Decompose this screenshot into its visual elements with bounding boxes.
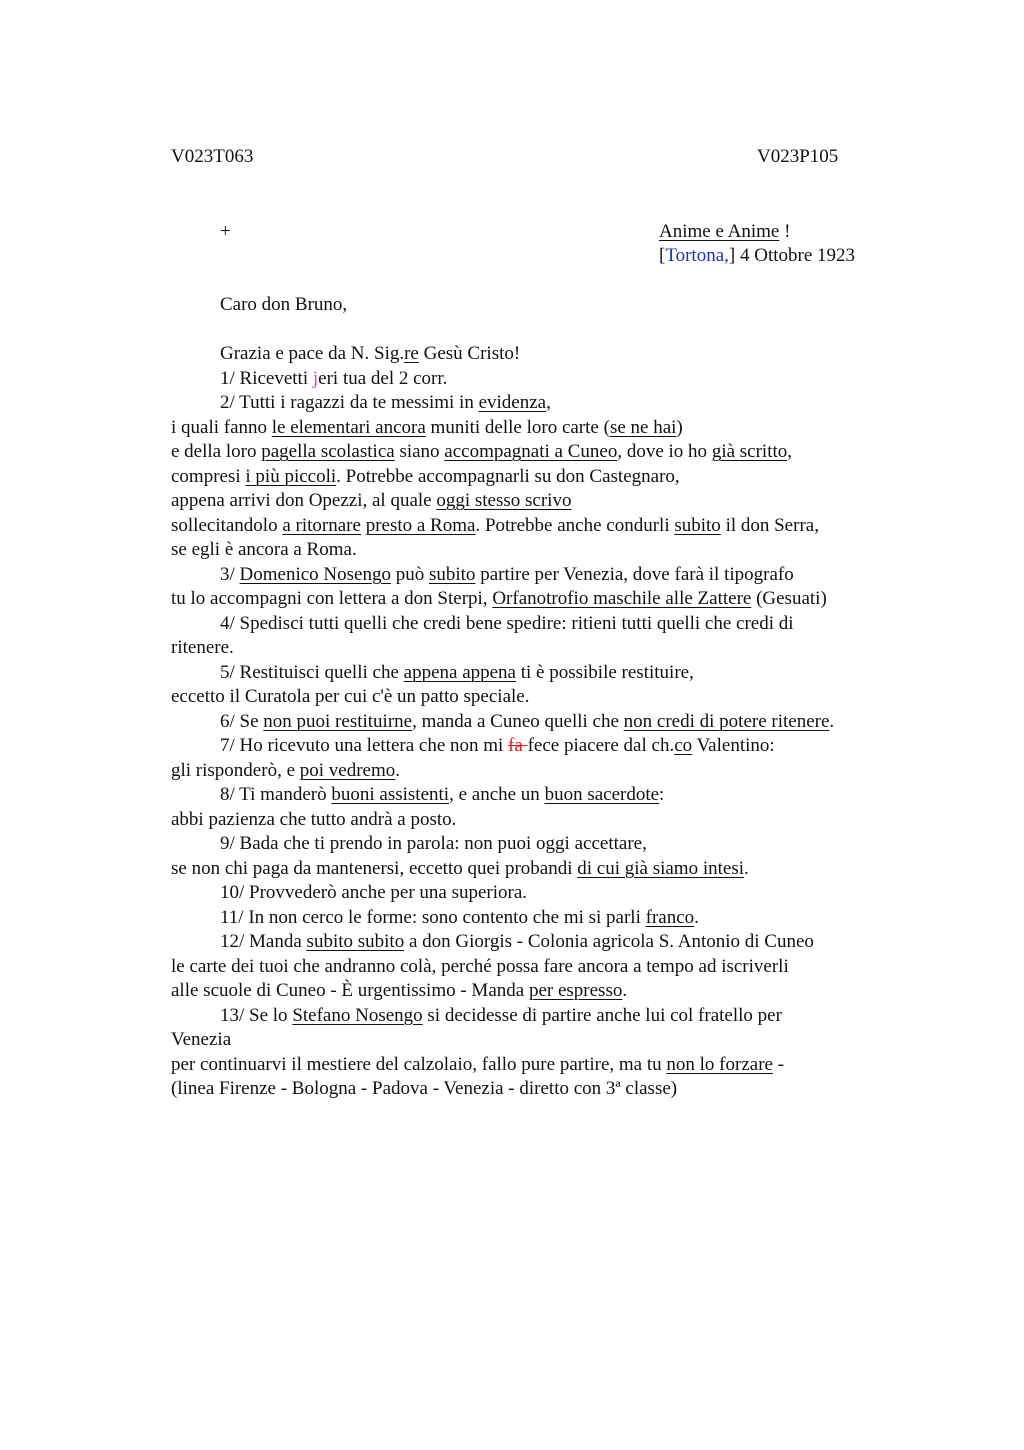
letter-line: se non chi paga da mantenersi, eccetto quei probandi di cui già siamo intesi. — [171, 857, 749, 879]
letter-line: sollecitandolo a ritornare presto a Roma. Potrebbe anche condurli subito il don Serra, — [171, 514, 819, 536]
document-code-left: V023T063 — [171, 146, 254, 167]
letter-line: (linea Firenze - Bologna - Padova - Venezia - diretto con 3ª classe) — [171, 1078, 678, 1099]
place-bracket-close: ] — [728, 245, 736, 266]
letter-line: 1/ Ricevetti jeri tua del 2 corr. — [220, 367, 448, 389]
letter-line: 2/ Tutti i ragazzi da te messimi in evidenza, — [220, 392, 551, 413]
letter-line: per continuarvi il mestiere del calzolaio, fallo pure partire, ma tu non lo forzare - — [171, 1053, 785, 1075]
place-bracket-open: [ — [659, 245, 666, 266]
letter-line: appena arrivi don Opezzi, al quale oggi stesso scrivo — [171, 490, 572, 511]
letter-line: 8/ Ti manderò buoni assistenti, e anche un buon sacerdote: — [220, 784, 665, 805]
letter-line: tu lo accompagni con lettera a don Sterpi, Orfanotrofio maschile alle Zattere (Gesuati) — [171, 588, 827, 609]
letter-line: e della loro pagella scolastica siano accompagnati a Cuneo, dove io ho già scritto, — [171, 441, 793, 462]
letter-body — [171, 342, 911, 1102]
document-code-right: V023P105 — [757, 146, 839, 167]
place-name: Tortona, — [665, 245, 729, 266]
letter-line: compresi i più piccoli. Potrebbe accompagnarli su don Castegnaro, — [171, 465, 680, 487]
place-date — [659, 245, 855, 267]
motto-exclamation: ! — [779, 221, 791, 242]
letter-line: ritenere. — [171, 637, 234, 658]
letter-line: 5/ Restituisci quelli che appena appena ti è possibile restituire, — [220, 661, 694, 683]
letter-line: i quali fanno le elementari ancora muniti delle loro carte (se ne hai) — [171, 416, 683, 438]
letter-line: 4/ Spedisci tutti quelli che credi bene spedire: ritieni tutti quelli che credi di — [220, 612, 794, 634]
letter-line: 3/ Domenico Nosengo può subito partire per Venezia, dove farà il tipografo — [220, 563, 794, 585]
letter-line: 10/ Provvederò anche per una superiora. — [220, 882, 528, 903]
letter-line: 7/ Ho ricevuto una lettera che non mi fa fece piacere dal ch.co Valentino: — [220, 735, 775, 756]
letter-line: 6/ Se non puoi restituirne, manda a Cuneo quelli che non credi di potere ritenere. — [220, 710, 835, 732]
motto-text: Anime e Anime — [659, 221, 780, 242]
letter-date: 4 Ottobre 1923 — [735, 245, 856, 266]
letter-line: Grazia e pace da N. Sig.re Gesù Cristo! — [220, 343, 521, 364]
letter-line: 9/ Bada che ti prendo in parola: non puoi oggi accettare, — [220, 833, 647, 854]
letter-line: alle scuole di Cuneo - È urgentissimo - Manda per espresso. — [171, 980, 628, 1001]
letter-line: eccetto il Curatola per cui c'è un patto speciale. — [171, 686, 530, 707]
salutation: Caro don Bruno, — [220, 294, 348, 315]
editorial-correction: j — [312, 367, 319, 389]
cross-mark: + — [220, 221, 231, 242]
deleted-text: fa — [508, 735, 528, 756]
letter-line: se egli è ancora a Roma. — [171, 539, 357, 560]
letter-line: gli risponderò, e poi vedremo. — [171, 759, 401, 781]
letter-line: le carte dei tuoi che andranno colà, perché possa fare ancora a tempo ad iscriverli — [171, 955, 789, 977]
letter-line: 13/ Se lo Stefano Nosengo si decidesse di partire anche lui col fratello per — [220, 1004, 782, 1026]
motto — [659, 221, 790, 243]
letter-line: abbi pazienza che tutto andrà a posto. — [171, 808, 457, 830]
letter-line: 11/ In non cerco le forme: sono contento che mi si parli franco. — [220, 906, 699, 928]
letter-line: 12/ Manda subito subito a don Giorgis - Colonia agricola S. Antonio di Cuneo — [220, 931, 814, 952]
letter-line: Venezia — [171, 1029, 232, 1050]
